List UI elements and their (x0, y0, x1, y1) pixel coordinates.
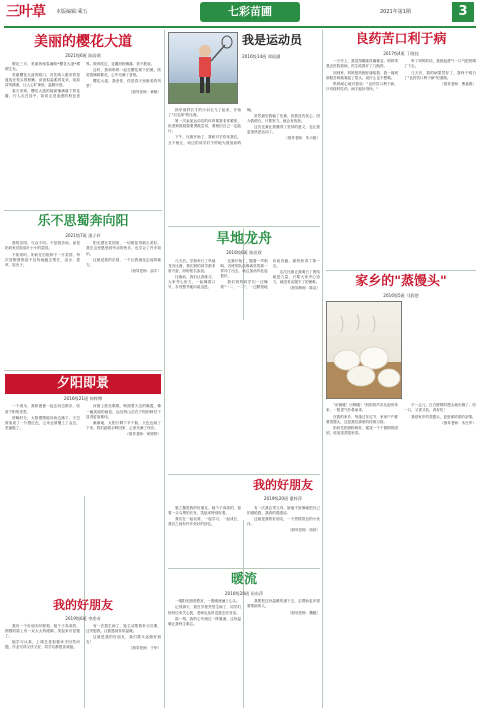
section-title: 七彩苗圃 (228, 5, 272, 18)
article-paragraph: 阳光洒在菜园里，一切都显得那么美好。我在这里感受到劳动的快乐，也学会了许多知识。 (86, 241, 161, 256)
article-hometown-steamed-buns (326, 274, 476, 708)
article-cherry-blossom-avenue (5, 33, 161, 209)
article-editor-note: （指导老师：邵宇） (128, 268, 161, 273)
article-body (168, 599, 320, 707)
article-paragraph: 一缕阳光照进教室，一股暖流涌上心头。 (175, 599, 240, 604)
header-rule (4, 26, 476, 28)
article-paragraph: 不知何时，奶奶在后院种下一片菜园，每次放假我都迫不及待地跑去帮忙，浇水、拔草、捉虫子。 (5, 252, 80, 267)
article-paragraph: 河面上波光粼粼，映照着天边的晚霞，像一幅美丽的画卷。远处的山峦在夕阳的映衬下显得更加雄伟。 (86, 404, 161, 419)
article-byline: 2016级14班 郑雨涵 (242, 54, 281, 59)
article-body (326, 403, 476, 703)
article-title: 美丽的樱花大道 (34, 34, 132, 50)
article-my-good-friend-2 (168, 478, 320, 566)
article-title: 夕阳即景 (5, 374, 161, 394)
article-paragraph: 她学习认真，上课总是积极举手回答问题，作业写得又快又好，同学们都很喜欢她。 (5, 640, 80, 650)
article-paragraph: 听了妈妈的话，我鼓起勇气一口气把药喝了下去。 (404, 59, 476, 69)
article-byline: 2019级6班 李奕奇 (65, 615, 101, 621)
article-editor-note: （指导老师：周萍） (287, 528, 320, 533)
article-paragraph: 在我的家乡，每逢过年过节，家家户户都要蒸馒头，这是我们那里的传统习俗。 (326, 414, 398, 424)
article-paragraph: 有一次我忘带文具，她毫不犹豫地把自己的借给我，我真的很感动。 (247, 506, 320, 516)
article-body (168, 259, 320, 471)
article-i-am-athlete (168, 108, 320, 224)
article-body (5, 404, 161, 490)
article-body (5, 62, 161, 202)
article-paragraph: 这就是我的乐园，一个让我流连忘返的地方。 (86, 257, 161, 267)
article-good-medicine (326, 32, 476, 268)
column-divider (164, 30, 165, 708)
article-paragraph: "出锅喽！出锅喽！"奶奶的声音从厨房传来，一股香气扑鼻而来。 (326, 403, 398, 413)
article-title: 乐不思蜀奔向阳 (37, 214, 129, 229)
article-editor-note: （指导老师：黄敏） (128, 90, 161, 95)
article-byline: 2021级7班 邵子轩 (65, 232, 101, 238)
article-paragraph: 假花三月，美丽热闹春满路*樱花大道*熠熠生光。 (5, 61, 80, 71)
article-byline-block (242, 52, 320, 62)
article-body (326, 59, 476, 263)
article-title: 家乡的"蒸馒头" (355, 274, 447, 289)
steamed-buns-illustration (327, 302, 402, 399)
article-editor-note: （指导老师：曹嘉燕） (440, 81, 476, 86)
article-paragraph: 这就是我的好朋友，一个热情善良的小伙伴。 (247, 517, 320, 527)
article-paragraph: 比赛开始了，随着一声哨响，各班的队伍像离弦的箭一样冲了出去，场边加油声此起彼伏。 (220, 258, 268, 278)
article-byline: 2017级4班 丁晓钰 (383, 50, 419, 56)
article-paragraph: 这就是我的好朋友，我们要永远做好朋友！ (86, 635, 161, 645)
article-divider (168, 474, 320, 475)
article-paragraph: 妈妈耐心地对我说："良药苦口利于病，只有按时吃药，病才能好得快。" (326, 81, 398, 91)
article-paragraph: 我要把这份温暖传递下去，去帮助更多需要帮助的人。 (247, 599, 320, 609)
article-paragraph: 奶奶先把面粉和好，揉成一个个圆圆的面团，再放进蒸笼里蒸。 (326, 425, 398, 435)
article-paragraph: 比赛前，我们认真练习，大家齐心协力，一起喊着口号，步伐整齐地向前迈进。 (168, 274, 216, 290)
article-paragraph: 虽然最后我输了比赛，但我没有灰心，因为我明白，只要努力，就会有收获。 (247, 114, 320, 124)
article-body (5, 624, 161, 706)
article-paragraph: 一天早上，我觉得喉咙疼痛难忍，妈妈带我去医院看病，医生给我开了几瓶药。 (326, 59, 398, 69)
article-title: 我的好朋友 (52, 598, 113, 612)
article-paragraph: 几天后，学校举行了旱地龙舟比赛，我们班的同学都非常兴奋，纷纷报名参加。 (168, 258, 216, 273)
article-byline: 2019级20班 董梓萍 (263, 495, 303, 501)
article-paragraph: 春天来到，樱花大道的地面铺满落下的花瓣，行人走在其中，如同走进浪漫的粉色世界。微风吹过，花瓣纷纷飘落，美不胜收。 (5, 61, 155, 99)
article-divider (4, 370, 162, 371)
article-editor-note: （指导老师：朱小艳） (284, 136, 320, 141)
article-paragraph: 我有一个好朋友叫程莉，她个子高高的，圆圆的脸上有一双大大的眼睛，笑起来可爱极了。 (5, 624, 80, 639)
article-byline: 2016级21班 何梓博 (63, 396, 103, 401)
article-body (168, 506, 320, 566)
newspaper-logo: 三叶草 (6, 4, 45, 20)
article-paragraph: 回到家，妈妈把药倒好递给我，我一闻到那股苦味就皱起了眉头，说什么也不想喝。 (326, 70, 398, 80)
issue-date: 2021年第1期 (380, 9, 411, 15)
column-divider (322, 30, 323, 708)
article-title-block (242, 33, 320, 49)
article-divider (168, 568, 320, 569)
article-happy-garden (5, 214, 161, 368)
article-byline: 2016级6班 陈田欣 (226, 250, 262, 256)
article-byline: 2016级20班 田东萍 (224, 590, 264, 596)
steamed-buns-photo (326, 301, 402, 399)
article-paragraph: 我们班的同学们一边喊着"一二、一二"，一边默契地向前奔跑，最终获得了第一名。 (220, 258, 320, 290)
article-divider (168, 226, 320, 227)
article-divider (326, 270, 476, 271)
article-paragraph: 下午，比赛开始了，我和对手你来我往，互不相让，场边的同学们不停地为我加油呐喊。 (168, 108, 255, 145)
edition-editor: 本版编辑:乘五 (56, 9, 88, 15)
article-editor-note: （指导老师：魏婕） (287, 610, 320, 615)
article-sunset-view (5, 374, 161, 494)
article-paragraph: 一个周末，我和爸爸一起去河边散步，欣赏夕阳的美景。 (5, 404, 80, 414)
page-number: 3 (452, 2, 474, 22)
article-title: 我是运动员 (242, 33, 303, 47)
article-paragraph: 记得那天，我在学校突然生病了，同学们纷纷过来关心我，老师也及时送我去医务室。 (168, 605, 241, 615)
article-paragraph: 美丽樱花大道的路口，首先映入眼帘的是盛放在枝头的粉嫩，淡淡似温柔的花朵，宛如清风拂面，让人心旷神怡，温暖可爱。 (5, 72, 80, 88)
article-title: 旱地龙舟 (216, 231, 272, 247)
article-my-good-friend (5, 598, 161, 708)
article-title: 我的好朋友 (252, 478, 313, 492)
article-paragraph: 有一次我生病了，她主动帮我补习功课，还安慰我，让我感到非常温暖。 (86, 624, 161, 634)
article-paragraph: 几天后，我的病果然好了，我终于明白了"良药苦口利于病"的道理。 (404, 70, 476, 80)
article-paragraph: 渐渐地，太阳只剩下半个脸，天色也暗了下来，我们踏着余晖回家，心里充满了快乐。 (86, 420, 161, 430)
article-byline: 2016级5班 马润悠 (383, 292, 419, 298)
article-warm-current (168, 572, 320, 708)
article-title: 良药苦口利于病 (355, 32, 447, 47)
article-paragraph: 这次比赛让我懂得了坚持的意义，也让我更加热爱运动了。 (247, 125, 320, 135)
article-paragraph: 樱花大道，我爱你，你是春天里最美的风景！ (86, 78, 161, 89)
article-body (168, 108, 320, 222)
article-paragraph: 我们在一起玩耍，一起学习，一起成长，我们之间有许多美好的回忆。 (168, 517, 241, 527)
article-paragraph: 傍晚时分，太阳慢慢地向西边落下，天空被染成了一片橙红色，云朵也被镶上了金边，美丽极了。 (5, 415, 80, 430)
article-divider (4, 210, 162, 211)
article-editor-note: （指导老师：于华） (128, 646, 161, 651)
article-paragraph: 这时，我和妈妈一起在樱花树下拍照，欣赏着满树繁花，心中充满了喜悦。 (86, 67, 161, 77)
article-paragraph: 不一会儿，白白胖胖的馒头就出锅了，咬一口，又香又软，真好吃！ (404, 403, 476, 413)
article-byline: 2021级6班 陈雨萌 (65, 53, 101, 59)
badminton-player-illustration (169, 33, 238, 104)
article-editor-note: （指导教师：陈洁） (287, 286, 320, 291)
article-editor-note: （指导老师：朱仕军） (440, 420, 476, 425)
article-paragraph: 这次比赛让我明白了团结就是力量，只要大家齐心协力，就没有克服不了的困难。 (272, 269, 320, 285)
badminton-photo (168, 32, 238, 104)
article-body (5, 241, 161, 363)
section-banner (200, 2, 300, 22)
article-paragraph: 那一刻，我的心中流过一阵暖流，这份温暖让我终生难忘。 (168, 616, 241, 626)
article-paragraph: 指甲那样长才的小羽毛飞了起来，开始了"羽毛球"的比赛。 (168, 108, 241, 118)
article-paragraph: 我爱家乡的蒸馒头，更爱那浓浓的亲情。 (411, 414, 476, 419)
article-paragraph: 夏之馨是我的好朋友，她个子高高的，留着一头乌黑的长发，笑起来特别好看。 (168, 506, 241, 516)
article-land-dragon-boat (168, 230, 320, 472)
article-editor-note: （指导老师：何婷婷） (125, 431, 161, 436)
article-paragraph: 我的乐园，与众不同。不是游乐场，而是奶奶家后院那片小小的菜园。 (5, 241, 80, 251)
article-paragraph: 第一次参加运动员的体育课我非常紧张，但老师鼓励我要勇敢尝试，要相信自己一定能行。 (168, 119, 241, 134)
article-title: 暖流 (230, 572, 257, 587)
page-header (0, 0, 480, 26)
